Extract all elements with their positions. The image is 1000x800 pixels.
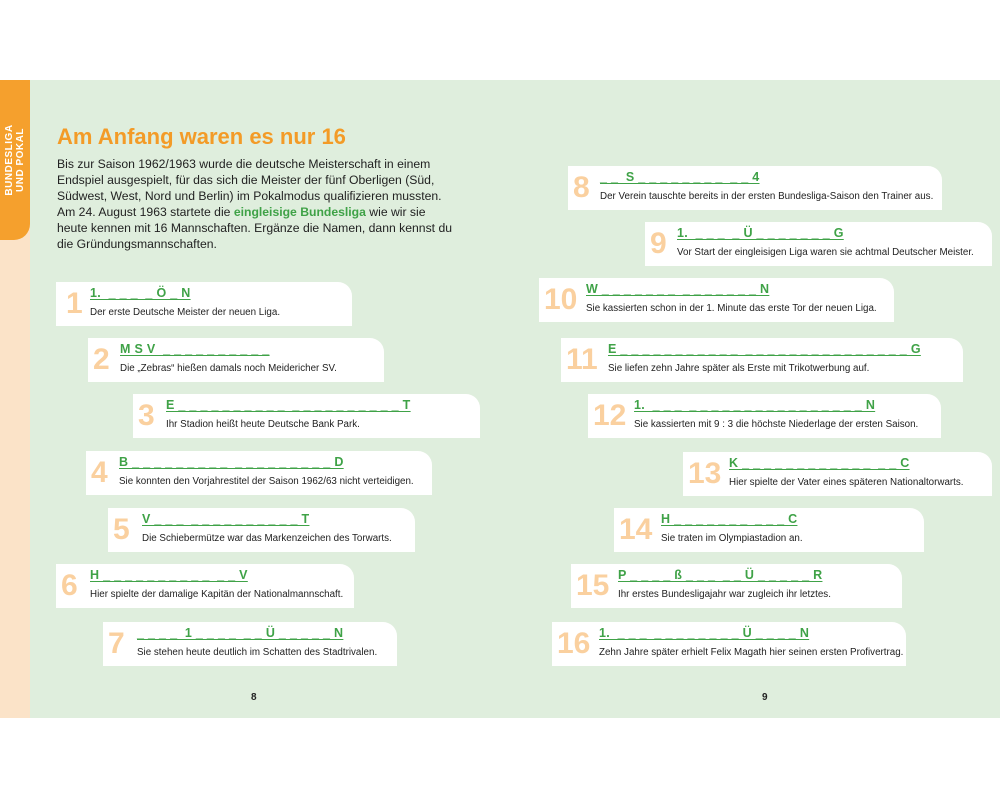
clue-card-12 [588, 394, 941, 438]
intro-paragraph: Bis zur Saison 1962/1963 wurde die deutsche Meisterschaft in einem Endspiel ausgespielt, für das sich die Meister der fünf Oberligen (Süd, Südwest, West, Nord und Berlin) im Pokalmodus qualifizieren mussten. Am 24. August 1963 startete die eingleisige Bundesliga wie wir sie heute kennen mit 16 Mannschaften. Ergänze die Namen, dann kennst du die Gründungsmannschaften. [57, 157, 452, 251]
clue-number: 9 [650, 227, 667, 260]
clue-text: Sie konnten den Vorjahrestitel der Saison 1962/63 nicht verteidigen. [119, 476, 414, 487]
clue-number: 12 [593, 399, 627, 432]
clue-text: Ihr Stadion heißt heute Deutsche Bank Park. [166, 419, 360, 430]
clue-card-1 [56, 282, 352, 326]
clue-number: 13 [688, 457, 722, 490]
clue-number: 8 [573, 171, 590, 204]
intro-highlight: eingleisige Bundesliga [233, 205, 366, 219]
clue-text: Sie kassierten schon in der 1. Minute das erste Tor der neuen Liga. [586, 303, 877, 314]
clue-text: Hier spielte der Vater eines späteren Nationaltorwarts. [729, 477, 964, 488]
answer-blanks: E _ _ _ _ _ _ _ _ _ _ _ _ _ _ _ _ _ _ _ _ _ _ _ _ _ _ G [608, 342, 921, 356]
answer-blanks: _ _ _ _ 1 _ _ _ _ _ _ Ü _ _ _ _ _ N [137, 626, 344, 640]
answer-blanks: H _ _ _ _ _ _ _ _ _ _ C [661, 512, 798, 526]
clue-text: Die Schiebermütze war das Markenzeichen des Torwarts. [142, 533, 392, 544]
clue-number: 16 [557, 627, 591, 660]
clue-card-10 [539, 278, 894, 322]
clue-number: 14 [619, 513, 653, 546]
clue-card-11 [561, 338, 963, 382]
clue-card-6 [56, 564, 354, 608]
clue-card-8 [568, 166, 942, 210]
clue-card-13 [683, 452, 992, 496]
clue-card-3 [133, 394, 480, 438]
answer-blanks: 1. _ _ _ _ _ _ _ _ _ _ _ _ _ _ _ _ _ _ _ N [634, 398, 876, 412]
clue-text: Der Verein tauschte bereits in der ersten Bundesliga-Saison den Trainer aus. [600, 191, 934, 202]
answer-blanks: 1. _ _ _ _ _ _ _ _ _ _ _ Ü _ _ _ _ N [599, 626, 810, 640]
clue-number: 5 [113, 513, 130, 546]
clue-number: 7 [108, 627, 125, 660]
answer-blanks: _ _ S _ _ _ _ _ _ _ _ _ _ 4 [600, 170, 760, 184]
answer-blanks: K _ _ _ _ _ _ _ _ _ _ _ _ _ _ C [729, 456, 910, 470]
clue-number: 6 [61, 569, 78, 602]
clue-number: 3 [138, 399, 155, 432]
clue-number: 1 [66, 287, 83, 320]
clue-number: 15 [576, 569, 610, 602]
clue-text: Sie stehen heute deutlich im Schatten des Stadtrivalen. [137, 647, 378, 658]
clue-text: Zehn Jahre später erhielt Felix Magath hier seinen ersten Profivertrag. [599, 647, 904, 658]
clue-text: Die „Zebras“ hießen damals noch Meidericher SV. [120, 363, 337, 374]
clue-text: Ihr erstes Bundesligajahr war zugleich ihr letztes. [618, 589, 831, 600]
clue-number: 4 [91, 456, 108, 489]
answer-blanks: 1. _ _ _ _ Ö _ N [90, 286, 191, 300]
chapter-tab-label: BUNDESLIGA UND POKAL [4, 124, 26, 196]
answer-blanks: V _ _ _ _ _ _ _ _ _ _ _ _ _ T [142, 512, 310, 526]
answer-blanks: H _ _ _ _ _ _ _ _ _ _ _ _ V [90, 568, 248, 582]
clue-card-7 [103, 622, 397, 666]
clue-card-14 [614, 508, 924, 552]
answer-blanks: B _ _ _ _ _ _ _ _ _ _ _ _ _ _ _ _ _ _ D [119, 455, 344, 469]
clue-number: 2 [93, 343, 110, 376]
page-number-left: 8 [251, 692, 257, 703]
page-title: Am Anfang waren es nur 16 [57, 124, 346, 149]
clue-number: 11 [566, 343, 598, 376]
clue-text: Sie traten im Olympiastadion an. [661, 533, 803, 544]
clue-card-15 [571, 564, 902, 608]
clue-card-16 [552, 622, 906, 666]
chapter-tab [0, 80, 30, 240]
clue-text: Sie kassierten mit 9 : 3 die höchste Niederlage der ersten Saison. [634, 419, 919, 430]
clue-card-9 [645, 222, 992, 266]
answer-blanks: P _ _ _ _ ß _ _ _ _ _ Ü _ _ _ _ _ R [618, 568, 823, 582]
answer-blanks: W _ _ _ _ _ _ _ _ _ _ _ _ _ _ N [586, 282, 770, 296]
clue-text: Sie liefen zehn Jahre später als Erste mit Trikotwerbung auf. [608, 363, 870, 374]
clue-text: Vor Start der eingleisigen Liga waren sie achtmal Deutscher Meister. [677, 247, 974, 258]
clue-text: Der erste Deutsche Meister der neuen Liga. [90, 307, 281, 318]
page-number-right: 9 [762, 692, 768, 703]
clue-card-5 [108, 508, 415, 552]
answer-blanks: 1. _ _ _ _ Ü _ _ _ _ _ _ _ G [677, 226, 844, 240]
clue-card-2 [88, 338, 384, 382]
clue-card-4 [86, 451, 432, 495]
book-spread [0, 80, 1000, 718]
clue-text: Hier spielte der damalige Kapitän der Nationalmannschaft. [90, 589, 344, 600]
clue-number: 10 [544, 283, 578, 316]
answer-blanks: M S V _ _ _ _ _ _ _ _ _ _ [120, 342, 270, 356]
answer-blanks: E _ _ _ _ _ _ _ _ _ _ _ _ _ _ _ _ _ _ _ _ T [166, 398, 411, 412]
